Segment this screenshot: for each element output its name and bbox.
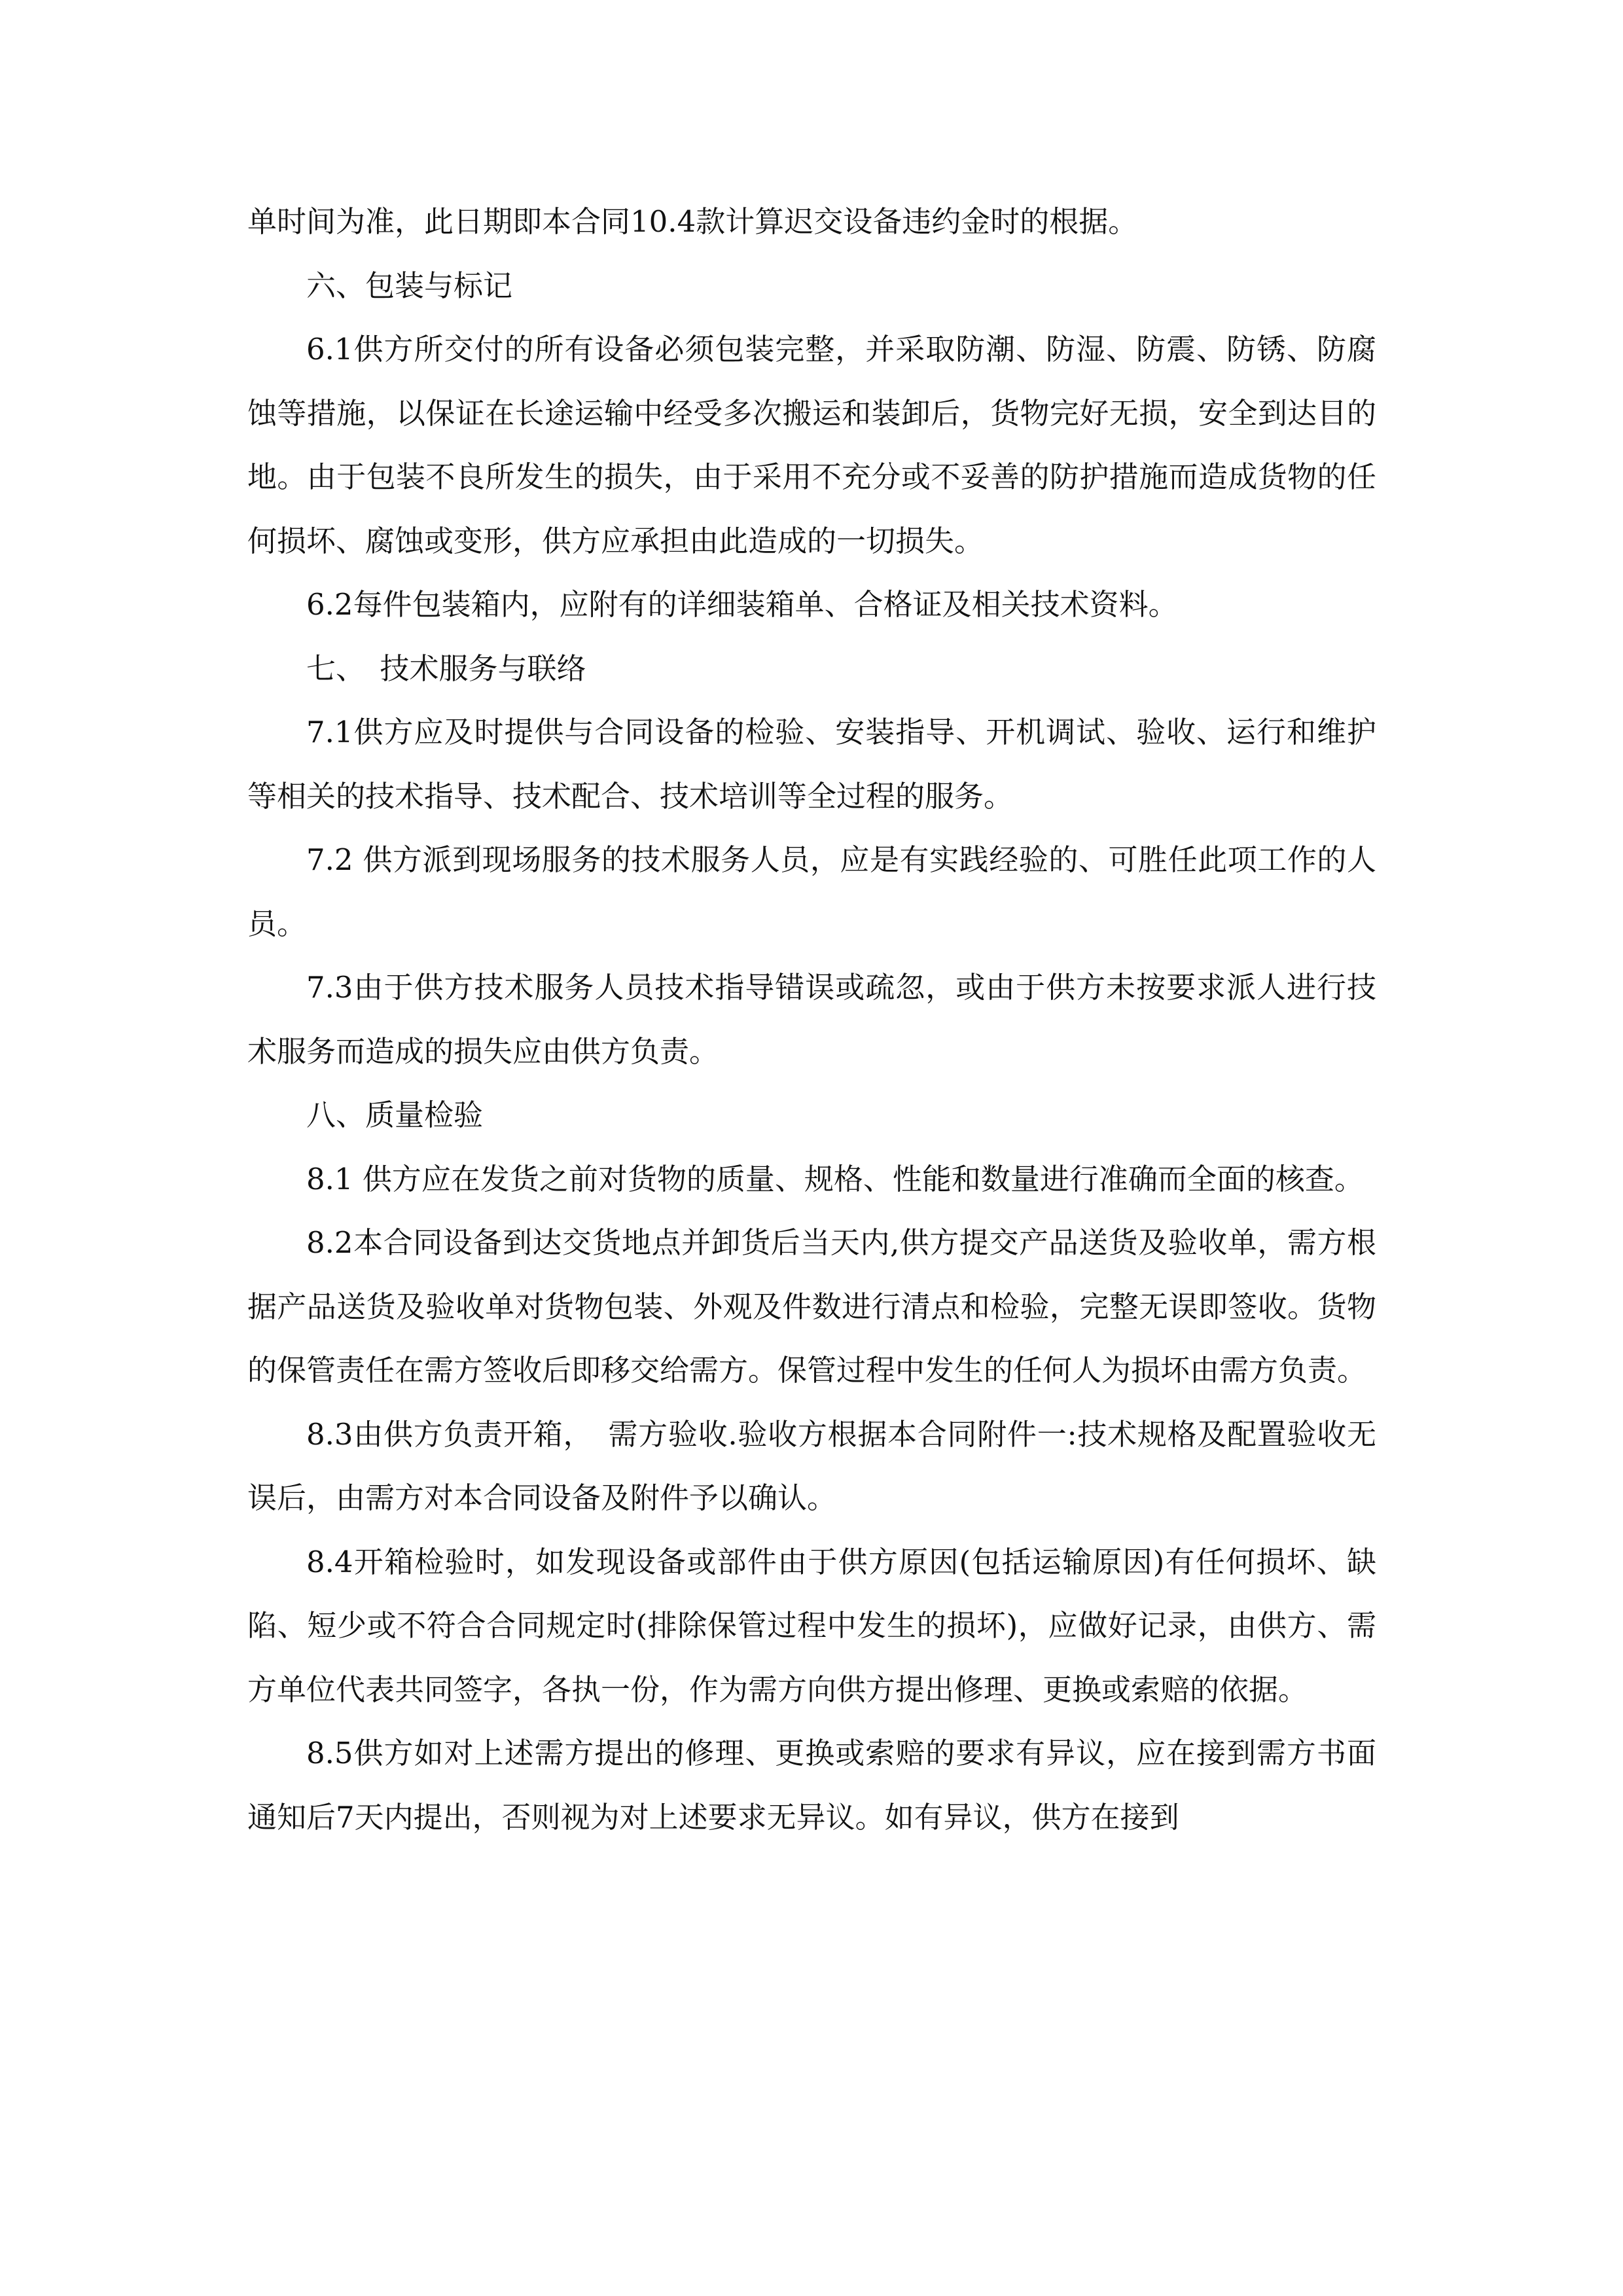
clause-6-2: 6.2每件包装箱内，应附有的详细装箱单、合格证及相关技术资料。 [306,587,1178,622]
clause-7-2: 7.2 供方派到现场服务的技术服务人员，应是有实践经验的、可胜任此项工作的人员。 [247,842,1376,941]
clause-8-5: 8.5供方如对上述需方提出的修理、更换或索赔的要求有异议，应在接到需方书面通知后7天内提出，否则视为对上述要求无异议。如有异议，供方在接到 [247,1736,1376,1835]
clause-8-2: 8.2本合同设备到达交货地点并卸货后当天内,供方提交产品送货及验收单，需方根据产品送货及验收单对货物包装、外观及件数进行清点和检验，完整无误即签收。货物的保管责任在需方签收后即移交给需方。保管过程中发生的任何人为损坏由需方负责。 [247,1225,1376,1388]
clause-8-1: 8.1 供方应在发货之前对货物的质量、规格、性能和数量进行准确而全面的核查。 [306,1161,1364,1196]
paragraph-continuation: 单时间为准，此日期即本合同10.4款计算迟交设备违约金时的根据。 [247,204,1138,239]
section-heading-packaging: 六、包装与标记 [306,268,513,303]
clause-8-4: 8.4开箱检验时，如发现设备或部件由于供方原因(包括运输原因)有任何损坏、缺陷、短少或不符合合同规定时(排除保管过程中发生的损坏)，应做好记录，由供方、需方单位代表共同签字，各执一份，作为需方向供方提出修理、更换或索赔的依据。 [247,1544,1376,1707]
section-heading-technical-service: 七、 技术服务与联络 [306,651,586,686]
document-body [247,190,1376,1849]
clause-6-1: 6.1供方所交付的所有设备必须包装完整，并采取防潮、防湿、防震、防锈、防腐蚀等措施，以保证在长途运输中经受多次搬运和装卸后，货物完好无损，安全到达目的地。由于包装不良所发生的损失，由于采用不充分或不妥善的防护措施而造成货物的任何损坏、腐蚀或变形，供方应承担由此造成的一切损失。 [247,332,1376,558]
clause-7-1: 7.1供方应及时提供与合同设备的检验、安装指导、开机调试、验收、运行和维护等相关的技术指导、技术配合、技术培训等全过程的服务。 [247,715,1376,814]
clause-8-3: 8.3由供方负责开箱， 需方验收.验收方根据本合同附件一:技术规格及配置验收无误后，由需方对本合同设备及附件予以确认。 [247,1416,1376,1515]
section-heading-quality-inspection: 八、质量检验 [306,1098,484,1132]
clause-7-3: 7.3由于供方技术服务人员技术指导错误或疏忽，或由于供方未按要求派人进行技术服务而造成的损失应由供方负责。 [247,970,1376,1069]
